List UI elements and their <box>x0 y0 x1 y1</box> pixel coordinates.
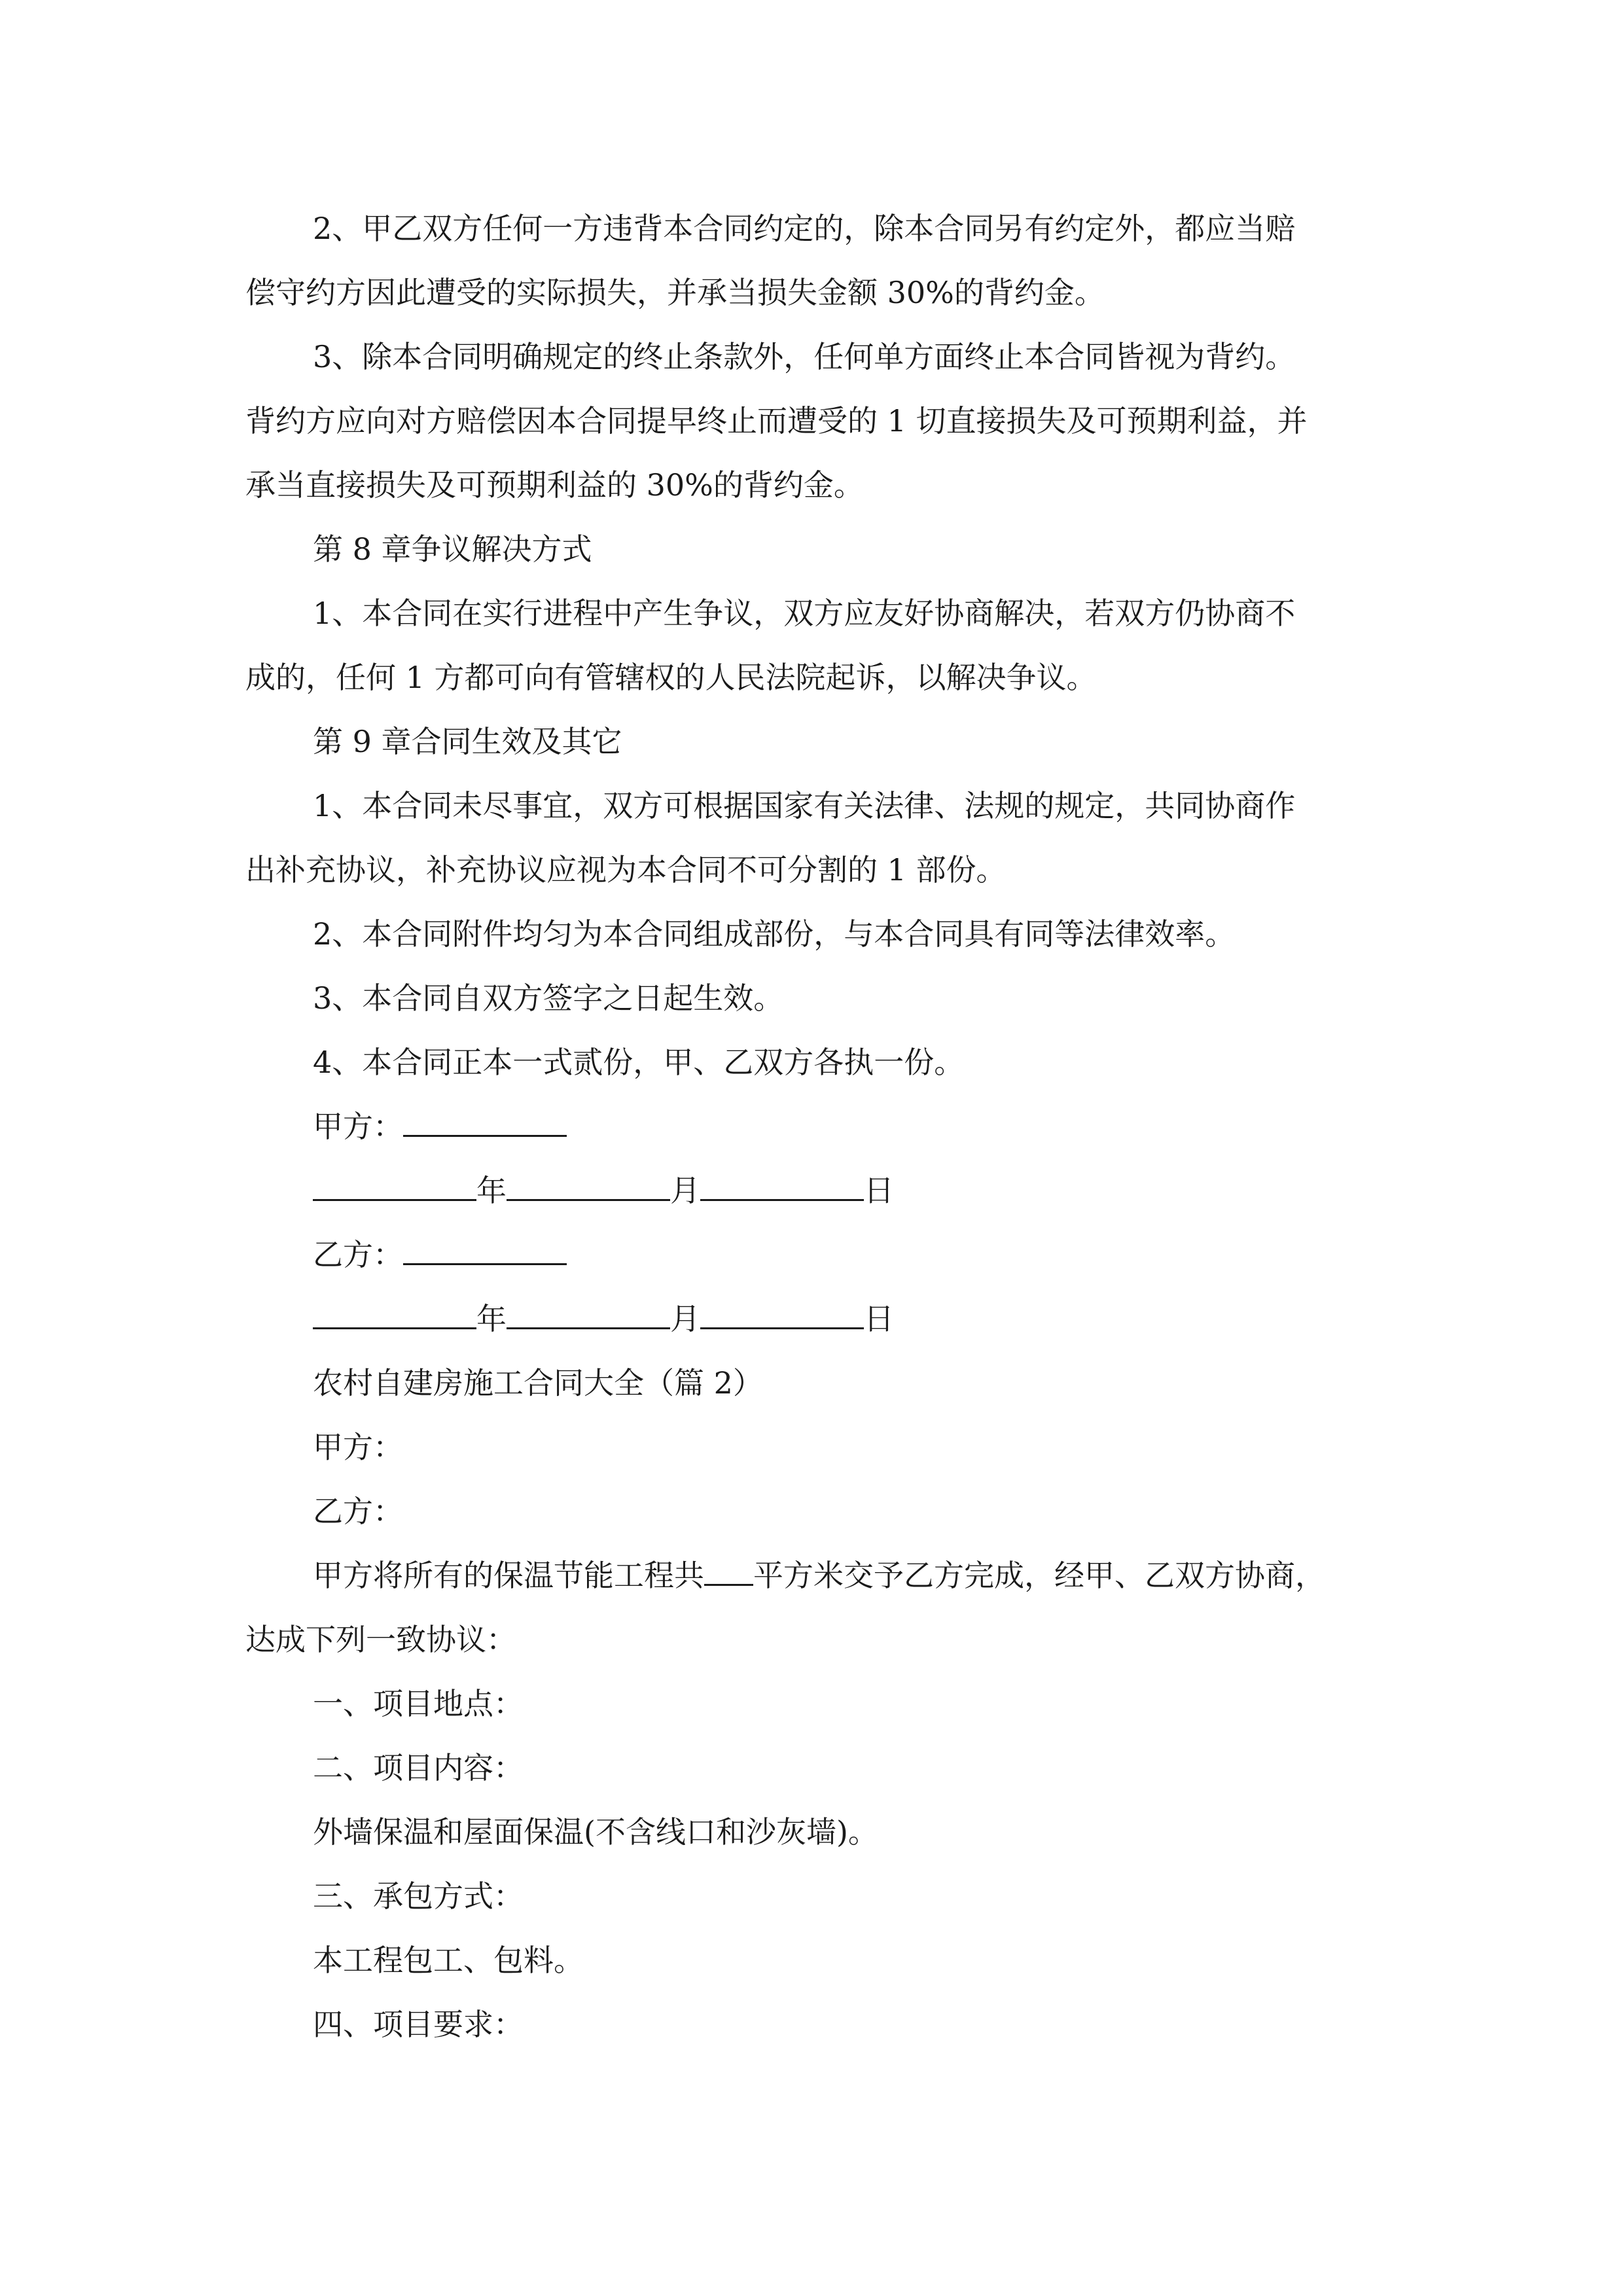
agreement-intro-continued: 达成下列一致协议： <box>245 1622 516 1657</box>
signature-party-a <box>245 1094 1384 1158</box>
party-a-blank[interactable] <box>403 1134 567 1137</box>
agreement-intro-text-1: 甲方将所有的保温节能工程共 <box>313 1558 704 1593</box>
text-line: 2、甲乙双方任何一方违背本合同约定的，除本合同另有约定外，都应当赔 <box>313 211 1296 246</box>
item-2-detail: 外墙保温和屋面保温(不含线口和沙灰墙)。 <box>313 1814 878 1850</box>
party-a-label: 甲方： <box>313 1109 403 1144</box>
text-line: 1、本合同未尽事宜，双方可根据国家有关法律、法规的规定，共同协商作 <box>313 788 1296 823</box>
day-blank[interactable] <box>700 1327 864 1329</box>
text-line: 4、本合同正本一式贰份，甲、乙双方各执一份。 <box>313 1045 965 1080</box>
item-3-contract-mode: 三、承包方式： <box>313 1878 524 1914</box>
party-b-label: 乙方： <box>313 1237 403 1272</box>
text-line: 第 8 章争议解决方式 <box>313 531 592 567</box>
day-blank[interactable] <box>700 1198 864 1201</box>
year-label: 年 <box>476 1301 507 1336</box>
section-2-party-b: 乙方： <box>313 1494 403 1529</box>
day-label: 日 <box>864 1301 894 1336</box>
item-4-requirements: 四、项目要求： <box>313 2007 524 2042</box>
item-1-location: 一、项目地点： <box>313 1686 524 1721</box>
signature-date-b <box>245 1287 1384 1351</box>
text-line: 背约方应向对方赔偿因本合同提早终止而遭受的 1 切直接损失及可预期利益，并 <box>245 403 1308 439</box>
item-3-detail: 本工程包工、包料。 <box>313 1943 584 1978</box>
area-blank[interactable] <box>704 1583 753 1586</box>
signature-party-b <box>245 1223 1384 1287</box>
agreement-intro-text-2: 平方米交予乙方完成，经甲、乙双方协商， <box>753 1558 1325 1593</box>
section-2-title: 农村自建房施工合同大全（篇 2） <box>313 1365 763 1401</box>
month-blank[interactable] <box>507 1327 670 1329</box>
year-label: 年 <box>476 1173 507 1208</box>
text-line: 出补充协议，补充协议应视为本合同不可分割的 1 部份。 <box>245 852 1007 888</box>
text-line: 偿守约方因此遭受的实际损失，并承当损失金额 30%的背约金。 <box>245 275 1105 310</box>
section-2-party-a: 甲方： <box>313 1429 403 1465</box>
text-line: 第 9 章合同生效及其它 <box>313 724 622 759</box>
year-blank[interactable] <box>313 1198 476 1201</box>
text-line: 3、本合同自双方签字之日起生效。 <box>313 980 784 1016</box>
month-label: 月 <box>670 1301 700 1336</box>
text-line: 2、本合同附件均匀为本合同组成部份，与本合同具有同等法律效率。 <box>313 916 1236 952</box>
party-b-blank[interactable] <box>403 1263 567 1265</box>
month-label: 月 <box>670 1173 700 1208</box>
signature-date-a <box>245 1158 1384 1223</box>
text-line: 成的，任何 1 方都可向有管辖权的人民法院起诉，以解决争议。 <box>245 660 1097 695</box>
text-line: 1、本合同在实行进程中产生争议，双方应友好协商解决，若双方仍协商不 <box>313 596 1296 631</box>
agreement-intro <box>245 1543 1384 1607</box>
year-blank[interactable] <box>313 1327 476 1329</box>
month-blank[interactable] <box>507 1198 670 1201</box>
day-label: 日 <box>864 1173 894 1208</box>
text-line: 承当直接损失及可预期利益的 30%的背约金。 <box>245 467 864 503</box>
document-body <box>245 196 1384 2056</box>
item-2-content: 二、项目内容： <box>313 1750 524 1785</box>
text-line: 3、除本合同明确规定的终止条款外，任何单方面终止本合同皆视为背约。 <box>313 339 1296 374</box>
contract-clauses <box>245 196 1384 1094</box>
